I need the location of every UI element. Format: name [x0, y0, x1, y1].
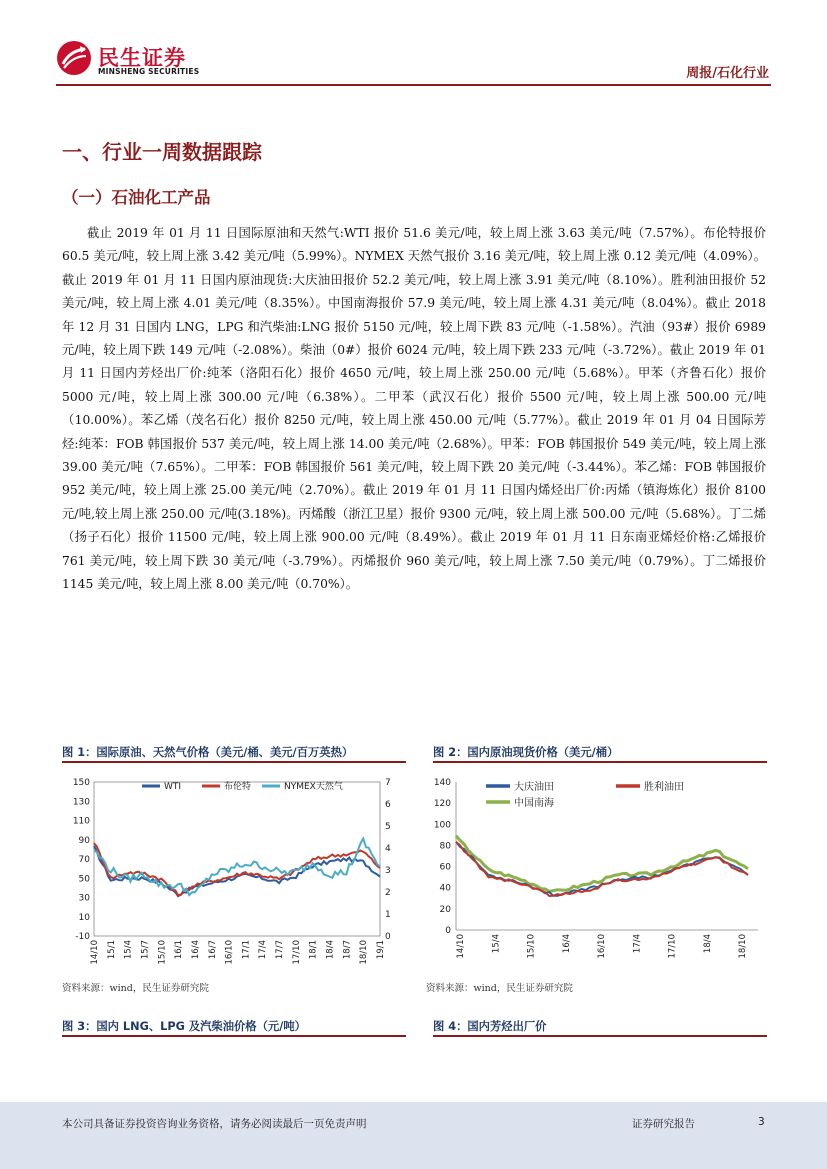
x-tick-label: 16/4 — [190, 940, 201, 960]
legend-label: 大庆油田 — [514, 782, 554, 793]
legend-label: NYMEX天然气 — [284, 782, 343, 792]
x-tick-label: 16/10 — [597, 934, 607, 959]
section-title: 一、行业一周数据跟踪 — [62, 140, 262, 164]
x-tick-label: 17/1 — [241, 940, 252, 960]
footer-disclaimer: 本公司具备证券投资咨询业务资格，请务必阅读最后一页免责声明 — [62, 1118, 367, 1130]
figure-1-title: 图 1：国际原油、天然气价格（美元/桶、美元/百万英热） — [62, 746, 354, 759]
x-tick-label: 17/4 — [632, 934, 643, 954]
figure-2-title: 图 2：国内原油现货价格（美元/桶） — [433, 746, 619, 759]
x-tick-label: 14/10 — [90, 940, 100, 965]
x-tick-label: 15/7 — [140, 940, 151, 960]
footer-report-label: 证券研究报告 — [632, 1118, 695, 1130]
minsheng-logo-icon — [56, 40, 92, 76]
series-line — [94, 843, 380, 895]
y-tick-label: 130 — [72, 797, 90, 808]
series-line — [456, 842, 748, 896]
y-tick-label: 110 — [72, 816, 90, 827]
figure-1-chart — [62, 770, 412, 970]
figure-3-rule — [62, 1035, 406, 1037]
x-tick-label: 16/1 — [174, 940, 185, 960]
x-tick-label: 14/10 — [456, 934, 466, 959]
x-tick-label: 17/7 — [275, 940, 286, 960]
x-tick-label: 19/1 — [376, 940, 386, 960]
page-footer — [0, 1102, 827, 1169]
x-tick-label: 18/4 — [325, 940, 336, 960]
y-tick-label: 20 — [439, 904, 451, 915]
y-tick-label: 150 — [72, 778, 90, 788]
figure-1-source: 资料来源：wind，民生证券研究院 — [62, 983, 209, 994]
y-tick-label: 60 — [439, 862, 451, 873]
x-tick-label: 17/4 — [258, 940, 269, 960]
page-header — [0, 0, 827, 90]
legend-label: 布伦特 — [224, 782, 252, 792]
y2-tick-label: 7 — [385, 778, 391, 788]
subsection-title: （一）石油化工产品 — [62, 188, 211, 207]
y2-tick-label: 5 — [385, 822, 391, 832]
figure-4-rule — [433, 1035, 767, 1037]
y2-tick-label: 1 — [385, 910, 391, 920]
figure-2-chart — [426, 770, 766, 970]
page-number: 3 — [758, 1116, 765, 1128]
y2-tick-label: 0 — [385, 932, 391, 942]
y2-tick-label: 4 — [385, 844, 391, 854]
y-tick-label: 140 — [433, 778, 451, 788]
y-tick-label: 40 — [439, 883, 451, 894]
x-tick-label: 18/7 — [342, 940, 353, 960]
y-tick-label: 50 — [78, 874, 90, 885]
series-line — [94, 839, 380, 896]
y-tick-label: 70 — [78, 855, 90, 865]
y-tick-label: 0 — [445, 926, 451, 936]
figure-1-rule — [62, 761, 406, 763]
series-line — [456, 842, 748, 896]
x-tick-label: 15/4 — [491, 934, 502, 954]
x-tick-label: 15/4 — [123, 940, 134, 960]
figure-4-title: 图 4：国内芳烃出厂价 — [433, 1020, 547, 1033]
x-tick-label: 18/1 — [308, 940, 319, 960]
legend-label: 胜利油田 — [644, 782, 684, 793]
company-logo — [56, 40, 206, 82]
header-divider — [56, 84, 771, 86]
logo-english-name: MINSHENG SECURITIES — [98, 67, 200, 76]
x-tick-label: 17/10 — [667, 934, 678, 959]
x-tick-label: 15/10 — [526, 934, 537, 959]
x-tick-label: 15/10 — [157, 940, 168, 965]
x-tick-label: 16/7 — [207, 940, 218, 960]
legend-label: WTI — [164, 782, 182, 792]
y-tick-label: 90 — [78, 835, 90, 846]
x-tick-label: 16/10 — [224, 940, 235, 965]
y-tick-label: 30 — [78, 893, 90, 904]
x-tick-label: 18/10 — [738, 934, 748, 959]
x-tick-label: 16/4 — [561, 934, 572, 954]
body-paragraph: 截止 2019 年 01 月 11 日国际原油和天然气:WTI 报价 51.6 美元/吨，较上周上涨 3.63 美元/吨（7.57%）。布伦特报价 60.5 美元/吨，较上周上涨 3.42 美元/吨（5.99%）。NYMEX 天然气报价 3.16 美元/吨，较上周上涨 0.12 美元/吨（4.09%）。截止 2019 年 01 月 11 日国内原油现货:大庆油田报价 52.2 美元/吨，较上周上涨 3.91 美元/吨（8.10%）。胜利油田报价 52 美元/吨，较上周上涨 4.01 美元/吨（8.35%）。中国南海报价 57.9 美元/吨，较上周上涨 4.31 美元/吨（8.04%）。截止 2018 年 12 月 31 日国内 LNG，LPG 和汽柴油:LNG 报价 5150 元/吨，较上周下跌 83 元/吨（-1.58%）。汽油（93#）报价 6989 元/吨，较上周下跌 149 元/吨（-2.08%）。柴油（0#）报价 6024 元/吨，较上周下跌 233 元/吨（-3.72%）。截止 2019 年 01 月 11 日国内芳烃出厂价:纯苯（洛阳石化）报价 4650 元/吨，较上周上涨 250.00 元/吨（5.68%）。甲苯（齐鲁石化）报价 5000 元/吨，较上周上涨 300.00 元/吨（6.38%）。二甲苯（武汉石化）报价 5500 元/吨，较上周上涨 500.00 元/吨（10.00%）。苯乙烯（茂名石化）报价 8250 元/吨，较上周上涨 450.00 元/吨（5.77%）。截止 2019 年 01 月 04 日国际芳烃:纯苯：FOB 韩国报价 537 美元/吨，较上周上涨 14.00 美元/吨（2.68%）。甲苯：FOB 韩国报价 549 美元/吨，较上周上涨 39.00 美元/吨（7.65%）。二甲苯：FOB 韩国报价 561 美元/吨，较上周下跌 20 美元/吨（-3.44%）。苯乙烯：FOB 韩国报价 952 美元/吨，较上周上涨 25.00 美元/吨（2.70%）。截止 2019 年 01 月 11 日国内烯烃出厂价:丙烯（镇海炼化）报价 8100 元/吨,较上周上涨 250.00 元/吨(3.18%)。丙烯酸（浙江卫星）报价 9300 元/吨，较上周上涨 500.00 元/吨（5.68%）。丁二烯（扬子石化）报价 11500 元/吨，较上周上涨 900.00 元/吨（8.49%）。截止 2019 年 01 月 11 日东南亚烯烃价格:乙烯报价 761 美元/吨，较上周下跌 30 美元/吨（-3.79%）。丙烯报价 960 美元/吨，较上周上涨 7.50 美元/吨（0.79%）。丁二烯报价 1145 美元/吨，较上周上涨 8.00 美元/吨（0.70%）。 — [62, 226, 766, 592]
report-type-label: 周报/石化行业 — [686, 66, 769, 81]
figure-3-title: 图 3：国内 LNG、LPG 及汽柴油价格（元/吨） — [62, 1020, 306, 1033]
y-tick-label: -10 — [75, 932, 90, 942]
figure-2-source: 资料来源：wind，民生证券研究院 — [426, 983, 573, 994]
y-tick-label: 80 — [439, 841, 451, 852]
logo-chinese-name: 民生证券 — [98, 46, 186, 70]
x-tick-label: 18/10 — [359, 940, 370, 965]
y2-tick-label: 3 — [385, 866, 391, 876]
y-tick-label: 120 — [433, 799, 451, 810]
y2-tick-label: 6 — [385, 800, 391, 810]
x-tick-label: 18/4 — [702, 934, 713, 954]
y-tick-label: 10 — [78, 912, 90, 923]
x-tick-label: 17/10 — [291, 940, 302, 965]
figure-2-rule — [433, 761, 767, 763]
y-tick-label: 100 — [433, 820, 451, 831]
y2-tick-label: 2 — [385, 888, 391, 898]
legend-label: 中国南海 — [514, 798, 554, 809]
x-tick-label: 15/1 — [106, 940, 117, 960]
